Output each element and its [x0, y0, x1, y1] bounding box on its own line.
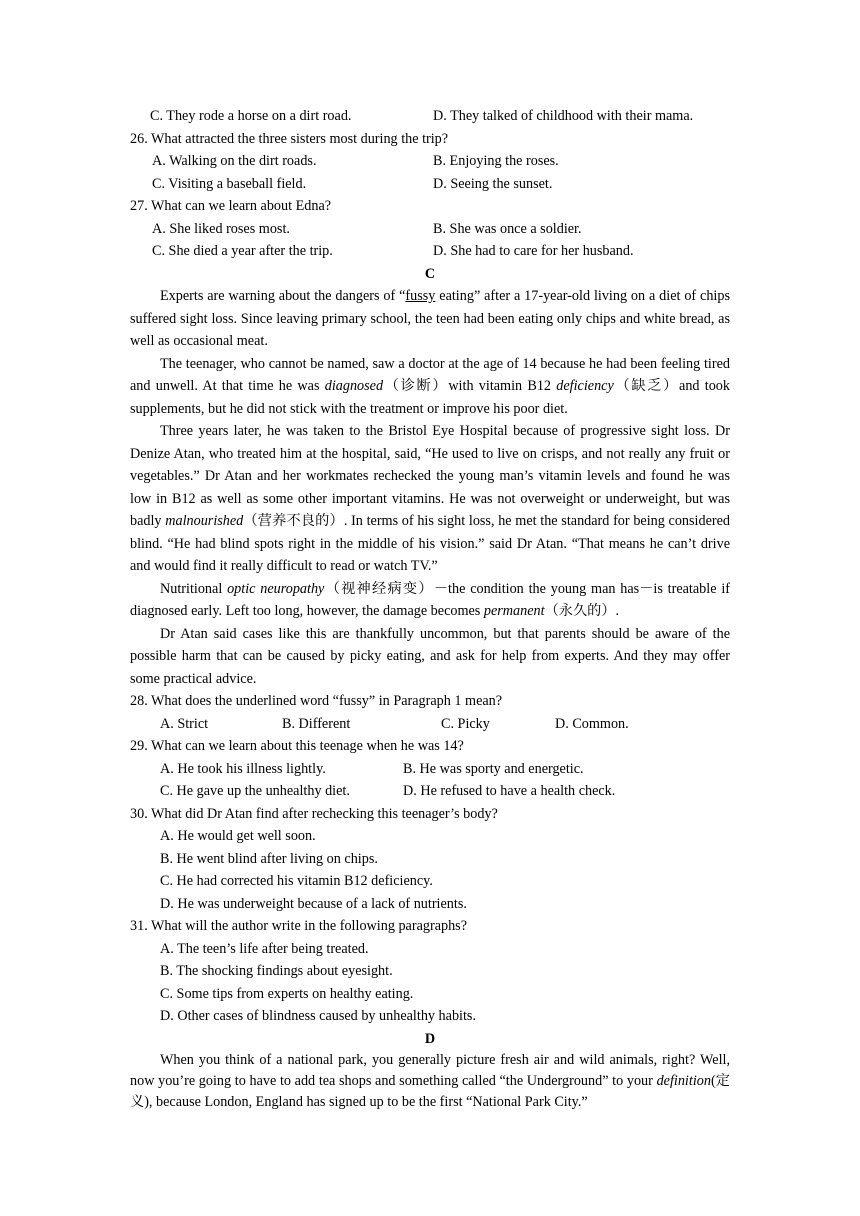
q29-options-cd [130, 780, 730, 803]
q26-options-ab [130, 150, 730, 173]
text-run: （永久的）. [544, 603, 620, 619]
section-c-paragraph-3 [130, 420, 730, 578]
text-run: Nutritional [160, 580, 228, 597]
italic-term: definition [656, 1073, 711, 1089]
q29-option-b: B. He was sporty and energetic. [403, 760, 584, 777]
q31-option-c: C. Some tips from experts on healthy eating. [160, 985, 414, 1002]
italic-term: malnourished [165, 513, 244, 529]
q31-option-d: D. Other cases of blindness caused by unhealthy habits. [160, 1008, 476, 1024]
italic-term: permanent [483, 603, 545, 619]
q30-option-c: C. He had corrected his vitamin B12 deficiency. [160, 873, 433, 889]
q25-option-d: D. They talked of childhood with their mama. [433, 108, 694, 124]
q25-option-c: C. They rode a horse on a dirt road. [150, 108, 352, 124]
italic-term: optic neuropathy [227, 580, 325, 597]
underlined-word-fussy: fussy [405, 288, 436, 304]
q29-options-ab [130, 758, 730, 781]
text-run: Experts are warning about the dangers of “ [160, 288, 406, 304]
q28-stem: 28. What does the underlined word “fussy” in Paragraph 1 mean? [130, 693, 503, 709]
q28-option-b: B. Different [282, 715, 351, 732]
section-c-heading: C [424, 265, 436, 282]
q26-stem: 26. What attracted the three sisters most during the trip? [130, 130, 449, 147]
q29-option-a: A. He took his illness lightly. [160, 760, 326, 777]
page-content [130, 105, 730, 1113]
q26-option-b: B. Enjoying the roses. [433, 153, 559, 169]
q28-option-d: D. Common. [555, 715, 629, 732]
q30-option-b: B. He went blind after living on chips. [160, 850, 378, 867]
q27-options-ab [130, 218, 730, 241]
text-run: eating” after a 17-year-old living on a diet of chips suffered sight loss. Since leaving primary school, the teen had been eating only chips and white bread, as well as occasional meat. [130, 288, 730, 349]
text-run: When you think of a national park, you generally picture fresh air and wild animals, right? Well, now you’re going to have to add tea shops and something called “the Underground” to your [130, 1052, 730, 1089]
q29-option-c: C. He gave up the unhealthy diet. [160, 783, 350, 799]
text-run: （视神经病变）－the condition the young man has－is treatable if diagnosed early. Left too long, however, the damage becomes [130, 580, 730, 619]
italic-term: deficiency [556, 378, 614, 394]
q27-stem: 27. What can we learn about Edna? [130, 198, 332, 214]
q30-stem: 30. What did Dr Atan find after rechecking this teenager’s body? [130, 805, 498, 822]
q29-option-d: D. He refused to have a health check. [403, 783, 616, 799]
text-run: (定义), because London, England has signed up to be the first “National Park City.” [130, 1073, 730, 1110]
text-run: The teenager, who cannot be named, saw a doctor at the age of 14 because he had been feeling tired and unwell. At that time he was [130, 355, 730, 394]
q26-option-c: C. Visiting a baseball field. [152, 175, 307, 192]
q26-option-d: D. Seeing the sunset. [433, 175, 553, 192]
q25-options-cd [130, 105, 730, 128]
q27-option-d: D. She had to care for her husband. [433, 243, 634, 259]
italic-term: diagnosed [324, 378, 384, 394]
q28-option-a: A. Strict [160, 715, 209, 732]
q27-option-b: B. She was once a soldier. [433, 220, 582, 237]
section-c-paragraph-5: Dr Atan said cases like this are thankfully uncommon, but that parents should be aware of the possible harm that can be caused by picky eating, and ask for help from experts. And they may offer some practical advice. [130, 625, 730, 687]
q27-option-c: C. She died a year after the trip. [152, 243, 333, 259]
q30-option-d: D. He was underweight because of a lack of nutrients. [160, 895, 467, 912]
section-d-paragraph-1 [130, 1050, 730, 1113]
q28-option-c: C. Picky [441, 715, 490, 732]
q30-option-a: A. He would get well soon. [160, 828, 316, 844]
q31-option-a: A. The teen’s life after being treated. [160, 940, 369, 957]
q27-option-a: A. She liked roses most. [152, 220, 290, 237]
q28-options [130, 713, 730, 736]
q26-option-a: A. Walking on the dirt roads. [152, 153, 317, 169]
text-run: （缺乏）and took supplements, but he did not stick with the treatment or improve his poor diet. [130, 378, 730, 417]
section-c-paragraph-2 [130, 353, 730, 421]
q31-option-b: B. The shocking findings about eyesight. [160, 963, 393, 979]
text-run: Three years later, he was taken to the Bristol Eye Hospital because of progressive sight loss. Dr Denize Atan, who treated him at the hospital, said, “He used to live on crisps, and not really any fruit or vegetables.” Dr Atan and her workmates rechecked the young man’s vitamin levels and found he was low in B12 as well as some other important vitamins. He was not overweight or underweight, but was badly [130, 423, 730, 529]
section-c-paragraph-4 [130, 578, 730, 623]
text-run: （诊断）with vitamin B12 [383, 378, 557, 394]
text-run: （营养不良的）. In terms of his sight loss, he met the standard for being considered blind. “He had blind spots right in the middle of his vision.” said Dr Atan. “That means he can’t drive and would find it really difficult to read or watch TV.” [130, 513, 730, 574]
section-d-heading: D [424, 1030, 436, 1047]
q31-stem: 31. What will the author write in the following paragraphs? [130, 918, 467, 934]
q29-stem: 29. What can we learn about this teenage when he was 14? [130, 738, 464, 754]
section-c-paragraph-1 [130, 285, 730, 353]
q27-options-cd [130, 240, 730, 263]
q26-options-cd [130, 173, 730, 196]
